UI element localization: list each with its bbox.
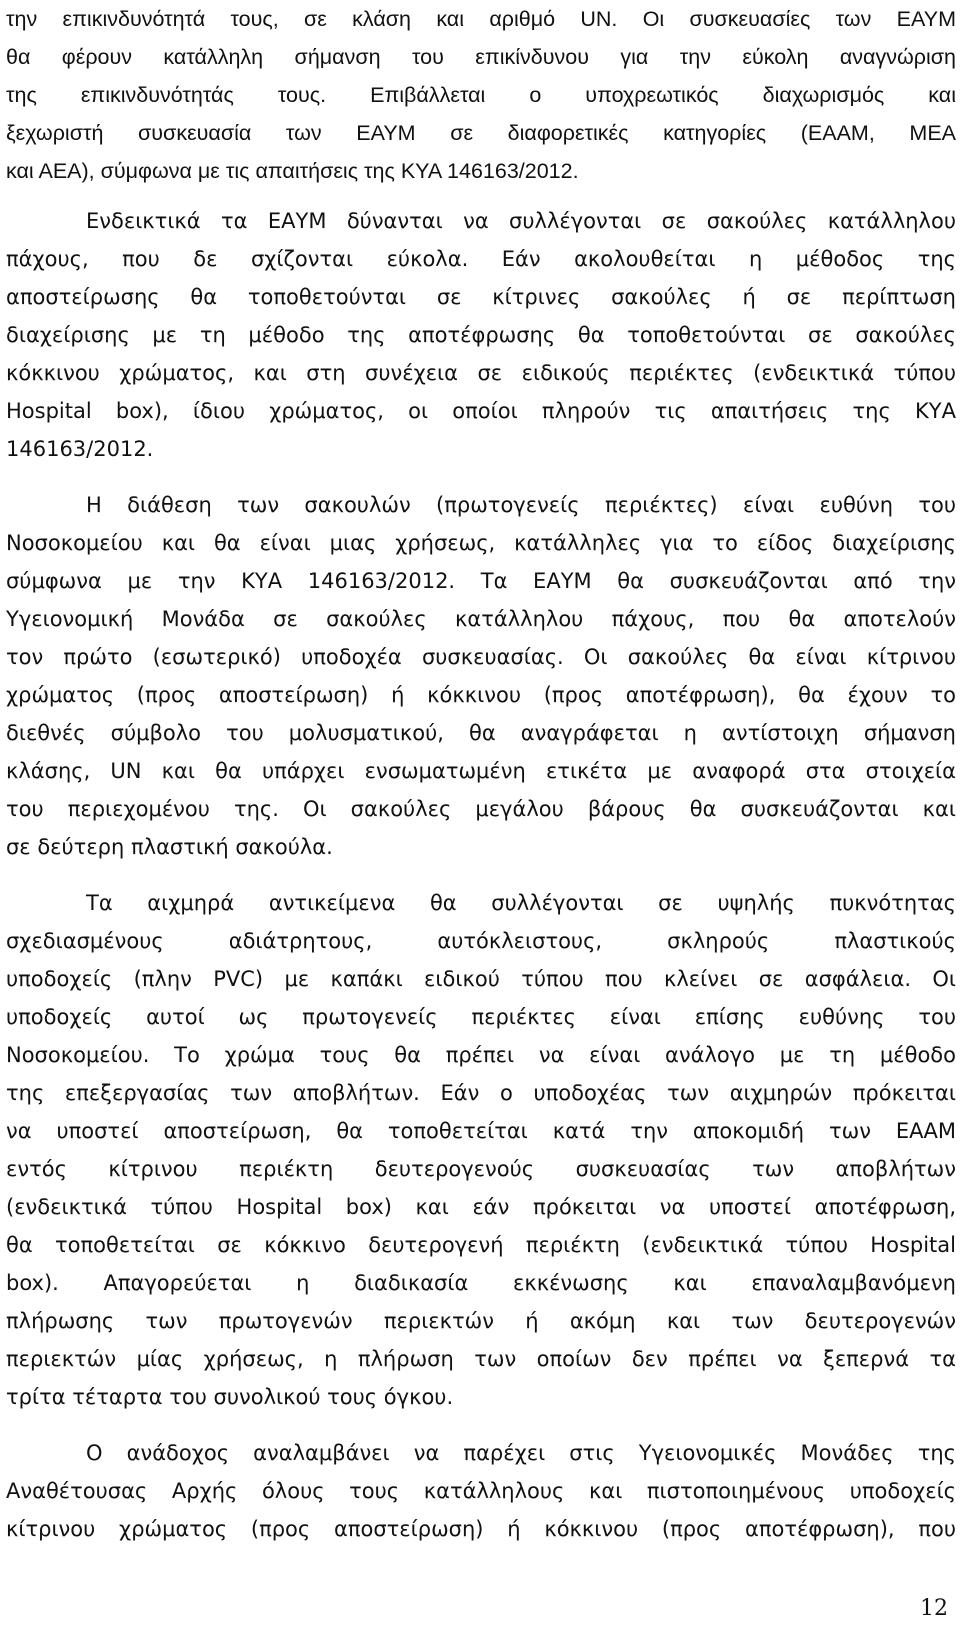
paragraph-3 xyxy=(6,486,956,866)
text-line: Η διάθεση των σακουλών (πρωτογενείς περιέκτες) είναι ευθύνη του xyxy=(86,493,956,517)
paragraph-4 xyxy=(6,884,956,1416)
text-line: χρώματος (προς αποστείρωση) ή κόκκινου (προς αποτέφρωση), θα έχουν το xyxy=(6,683,956,707)
text-line: περιεκτών μίας χρήσεως, η πλήρωση των οποίων δεν πρέπει να ξεπερνά τα xyxy=(6,1347,956,1371)
text-line: διεθνές σύμβολο του μολυσματικού, θα αναγράφεται η αντίστοιχη σήμανση xyxy=(6,721,956,745)
text-line: κίτρινου χρώματος (προς αποστείρωση) ή κόκκινου (προς αποτέφρωση), που xyxy=(6,1517,956,1541)
paragraph-2 xyxy=(6,202,956,468)
paragraph-gap xyxy=(6,1416,956,1434)
text-line: του περιεχομένου της. Οι σακούλες μεγάλου βάρους θα συσκευάζονται και xyxy=(6,797,956,821)
text-line: Νοσοκομείου και θα είναι μιας χρήσεως, κατάλληλες για το είδος διαχείρισης xyxy=(6,531,956,555)
text-line: Νοσοκομείου. Το χρώμα τους θα πρέπει να είναι ανάλογο με τη μέθοδο xyxy=(6,1043,956,1067)
paragraph-1 xyxy=(6,0,956,190)
text-line: υποδοχείς (πλην PVC) με καπάκι ειδικού τύπου που κλείνει σε ασφάλεια. Οι xyxy=(6,967,956,991)
text-line: τον πρώτο (εσωτερικό) υποδοχέα συσκευασίας. Οι σακούλες θα είναι κίτρινου xyxy=(6,645,956,669)
text-line: εντός κίτρινου περιέκτη δευτερογενούς συσκευασίας των αποβλήτων xyxy=(6,1157,956,1181)
body-text xyxy=(6,0,956,1548)
text-line: σύμφωνα με την ΚΥΑ 146163/2012. Τα ΕΑΥΜ θα συσκευάζονται από την xyxy=(6,569,956,593)
text-line: Ενδεικτικά τα ΕΑΥΜ δύνανται να συλλέγονται σε σακούλες κατάλληλου xyxy=(86,209,956,233)
text-line: Αναθέτουσας Αρχής όλους τους κατάλληλους και πιστοποιημένους υποδοχείς xyxy=(6,1479,956,1503)
text-line: κλάσης, UN και θα υπάρχει ενσωματωμένη ετικέτα με αναφορά στα στοιχεία xyxy=(6,759,956,783)
text-line: της επικινδυνότητάς τους. Επιβάλλεται ο υποχρεωτικός διαχωρισμός και xyxy=(6,83,956,107)
text-line: τρίτα τέταρτα του συνολικού τους όγκου. xyxy=(6,1385,454,1409)
text-line: πλήρωσης των πρωτογενών περιεκτών ή ακόμη και των δευτερογενών xyxy=(6,1309,956,1333)
text-line: (ενδεικτικά τύπου Hospital box) και εάν πρόκειται να υποστεί αποτέφρωση, xyxy=(6,1195,956,1219)
text-line: την επικινδυνότητά τους, σε κλάση και αριθμό UN. Οι συσκευασίες των ΕΑΥΜ xyxy=(6,7,956,31)
paragraph-gap xyxy=(6,866,956,884)
text-line: σχεδιασμένους αδιάτρητους, αυτόκλειστους, σκληρούς πλαστικούς xyxy=(6,929,956,953)
paragraph-gap xyxy=(6,468,956,486)
text-line: κόκκινου χρώματος, και στη συνέχεια σε ειδικούς περιέκτες (ενδεικτικά τύπου xyxy=(6,361,956,385)
text-line: αποστείρωσης θα τοποθετούνται σε κίτρινες σακούλες ή σε περίπτωση xyxy=(6,285,956,309)
text-line: και ΑΕΑ), σύμφωνα με τις απαιτήσεις της ΚΥΑ 146163/2012. xyxy=(6,159,579,183)
text-line: θα τοποθετείται σε κόκκινο δευτερογενή περιέκτη (ενδεικτικά τύπου Hospital xyxy=(6,1233,956,1257)
text-line: Υγειονομική Μονάδα σε σακούλες κατάλληλου πάχους, που θα αποτελούν xyxy=(6,607,956,631)
paragraph-5 xyxy=(6,1434,956,1548)
text-line: Hospital box), ίδιου χρώματος, οι οποίοι πληρούν τις απαιτήσεις της ΚΥΑ xyxy=(6,399,956,423)
text-line: θα φέρουν κατάλληλη σήμανση του επικίνδυνου για την εύκολη αναγνώριση xyxy=(6,45,956,69)
text-line: 146163/2012. xyxy=(6,437,154,461)
text-line: ξεχωριστή συσκευασία των ΕΑΥΜ σε διαφορετικές κατηγορίες (ΕΑΑΜ, ΜΕΑ xyxy=(6,121,956,145)
text-line: Τα αιχμηρά αντικείμενα θα συλλέγονται σε υψηλής πυκνότητας xyxy=(86,891,956,915)
text-line: Ο ανάδοχος αναλαμβάνει να παρέχει στις Υγειονομικές Μονάδες της xyxy=(86,1441,956,1465)
text-line: υποδοχείς αυτοί ως πρωτογενείς περιέκτες είναι επίσης ευθύνης του xyxy=(6,1005,956,1029)
text-line: πάχους, που δε σχίζονται εύκολα. Εάν ακολουθείται η μέθοδος της xyxy=(6,247,956,271)
page-number: 12 xyxy=(920,1596,948,1621)
text-line: της επεξεργασίας των αποβλήτων. Εάν ο υποδοχέας των αιχμηρών πρόκειται xyxy=(6,1081,956,1105)
text-line: διαχείρισης με τη μέθοδο της αποτέφρωσης θα τοποθετούνται σε σακούλες xyxy=(6,323,956,347)
paragraph-gap xyxy=(6,190,956,202)
text-line: σε δεύτερη πλαστική σακούλα. xyxy=(6,835,333,859)
text-line: να υποστεί αποστείρωση, θα τοποθετείται κατά την αποκομιδή των ΕΑΑΜ xyxy=(6,1119,956,1143)
text-line: box). Απαγορεύεται η διαδικασία εκκένωσης και επαναλαμβανόμενη xyxy=(6,1271,956,1295)
